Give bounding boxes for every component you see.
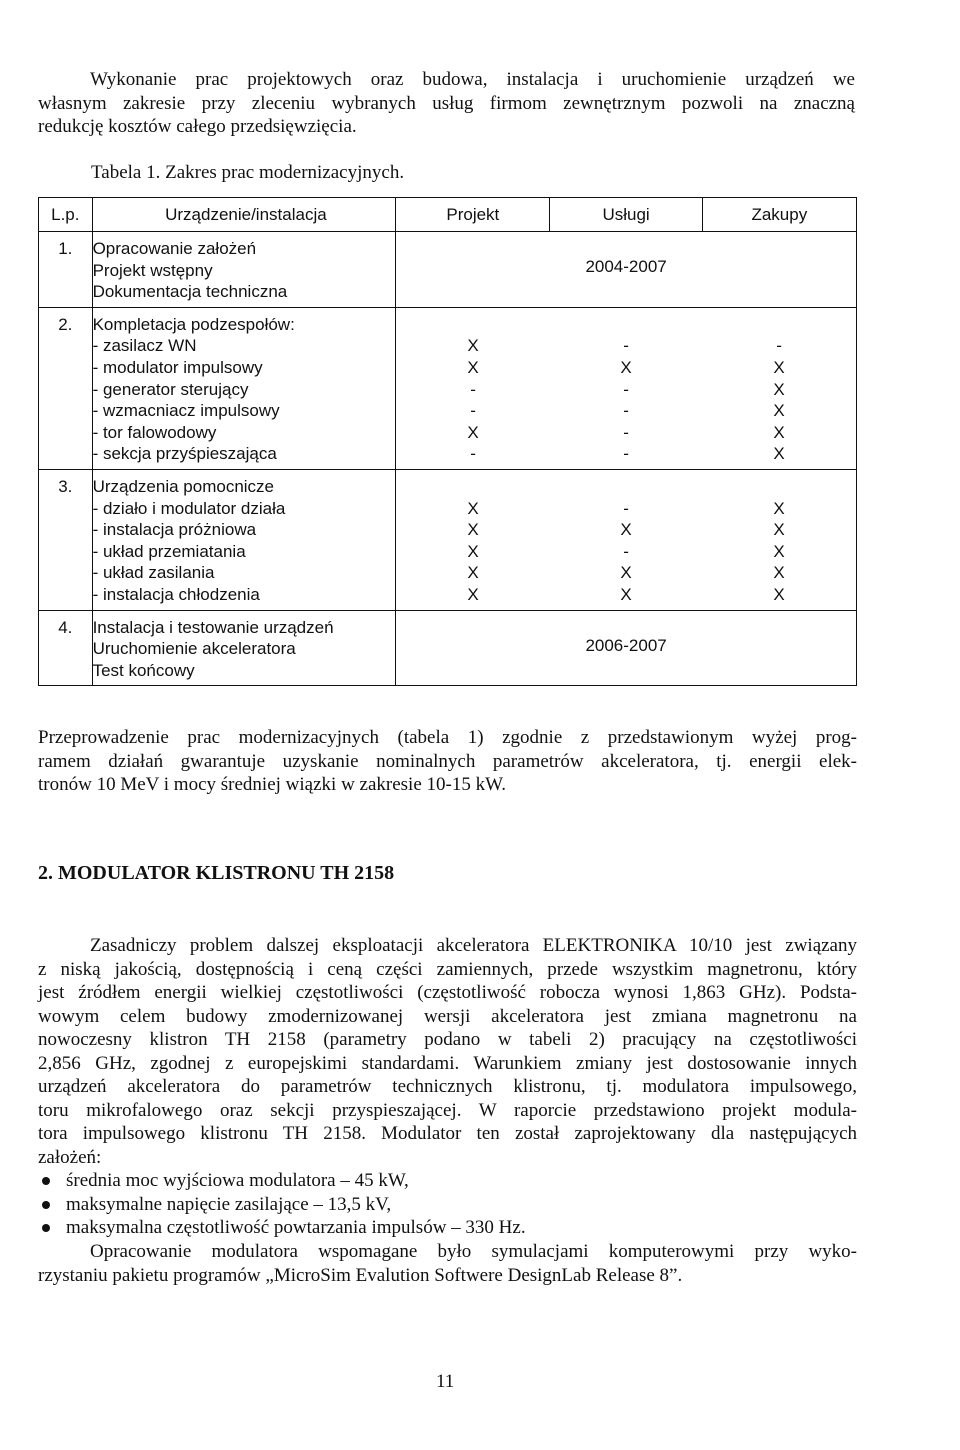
item-text: Dokumentacja techniczna <box>92 282 288 302</box>
item-text: Test końcowy <box>92 660 195 680</box>
item-text: - modulator impulsowy <box>92 357 263 377</box>
zakupy-column: X X X X X <box>702 469 856 610</box>
uslugi-column: - X - - - - <box>550 307 702 469</box>
bullet-icon <box>42 1201 50 1209</box>
item-text: Urządzenia pomocnicze <box>92 476 274 496</box>
list-item: średnia moc wyjściowa modulatora – 45 kW, <box>38 1169 526 1193</box>
item-text: Uruchomienie akceleratora <box>92 639 296 659</box>
text-line: jest źródłem energii wielkiej częstotliwości (częstotliwość robocza wynosi 1,863 GHz). Podsta- <box>38 982 857 1003</box>
header-device: Urządzenie/instalacja <box>92 198 396 232</box>
item-text: - układ zasilania <box>92 563 215 583</box>
item-text: - układ przemiatania <box>92 541 246 561</box>
header-zakupy: Zakupy <box>702 198 856 232</box>
header-lp: L.p. <box>39 198 93 232</box>
period-cell <box>396 610 857 686</box>
table-row <box>39 469 857 610</box>
period-text: 2006-2007 <box>585 635 667 655</box>
summary-paragraph <box>38 726 857 797</box>
projekt-column: X X - - X - <box>396 307 550 469</box>
zakupy-column: - X X X X X <box>702 307 856 469</box>
works-table <box>38 197 857 686</box>
assumptions-list <box>38 1169 526 1240</box>
row-number: 4. <box>39 610 93 686</box>
period-cell <box>396 232 857 308</box>
item-text: Kompletacja podzespołów: <box>92 314 295 334</box>
row-items <box>92 610 396 686</box>
list-item: maksymalne napięcie zasilające – 13,5 kV, <box>38 1193 526 1217</box>
text-line: redukcję kosztów całego przedsięwzięcia. <box>38 116 357 137</box>
page-number: 11 <box>436 1371 455 1392</box>
item-text: Projekt wstępny <box>92 260 213 280</box>
text-line: Opracowanie modulatora wspomagane było symulacjami komputerowymi przy wyko- <box>90 1241 857 1262</box>
text-line: tronów 10 MeV i mocy średniej wiązki w zakresie 10-15 kW. <box>38 774 507 795</box>
text-line: nowoczesny klistron TH 2158 (parametry podano w tabeli 2) pracujący na częstotliwości <box>38 1029 857 1050</box>
table-header-row <box>39 198 857 232</box>
header-uslugi: Usługi <box>550 198 702 232</box>
text-line: założeń: <box>38 1146 102 1168</box>
text-line: urządzeń akceleratora do parametrów technicznych klistronu, tj. modulatora impulsowego, <box>38 1076 857 1097</box>
projekt-column: X X X X X <box>396 469 550 610</box>
text-line: 2,856 GHz, zgodnej z europejskimi standardami. Warunkiem zmiany jest dostosowanie innych <box>38 1052 857 1074</box>
text-line: toru mikrofalowego oraz sekcji przyspieszającej. W raporcie przedstawiono projekt modula- <box>38 1099 857 1121</box>
row-items <box>92 232 396 308</box>
text-line: Wykonanie prac projektowych oraz budowa, instalacja i uruchomienie urządzeń we <box>90 69 855 90</box>
table-row <box>39 610 857 686</box>
bullet-icon <box>42 1224 50 1232</box>
item-text: - generator sterujący <box>92 379 249 399</box>
text-line: tora impulsowego klistronu TH 2158. Modulator ten został zaprojektowany dla następujących <box>38 1123 857 1144</box>
item-text: - zasilacz WN <box>92 336 197 356</box>
bullet-icon <box>42 1177 50 1185</box>
row-number: 1. <box>39 232 93 308</box>
period-text: 2004-2007 <box>585 257 667 277</box>
row-number: 2. <box>39 307 93 469</box>
item-text: Opracowanie założeń <box>92 239 257 258</box>
text-line: własnym zakresie przy zleceniu wybranych usług firmom zewnętrznym pozwoli na znaczną <box>38 92 855 114</box>
text-line: z niską jakością, dostępnością i ceną części zamiennych, przede wszystkim magnetronu, który <box>38 958 857 980</box>
item-text: - instalacja chłodzenia <box>92 584 260 604</box>
item-text: - tor falowodowy <box>92 422 217 442</box>
text-line: ramem działań gwarantuje uzyskanie nominalnych parametrów akceleratora, tj. energii elek- <box>38 750 857 772</box>
table-row <box>39 307 857 469</box>
table-caption: Tabela 1. Zakres prac modernizacyjnych. <box>91 162 405 183</box>
row-items <box>92 469 396 610</box>
uslugi-column: - X - X X <box>550 469 702 610</box>
text-line: Przeprowadzenie prac modernizacyjnych (tabela 1) zgodnie z przedstawionym wyżej prog- <box>38 727 857 748</box>
body-paragraph <box>38 934 857 1169</box>
text-line: Zasadniczy problem dalszej eksploatacji akceleratora ELEKTRONIKA 10/10 jest związany <box>90 935 857 956</box>
table-row <box>39 232 857 308</box>
item-text: - wzmacniacz impulsowy <box>92 401 280 421</box>
text-line: rzystaniu pakietu programów „MicroSim Evalution Softwere DesignLab Release 8”. <box>38 1264 683 1286</box>
closing-paragraph <box>38 1240 857 1287</box>
item-text: - działo i modulator działa <box>92 498 286 518</box>
header-projekt: Projekt <box>396 198 550 232</box>
section-heading: 2. MODULATOR KLISTRONU TH 2158 <box>38 862 395 884</box>
row-items <box>92 307 396 469</box>
intro-paragraph <box>38 68 855 139</box>
list-item: maksymalna częstotliwość powtarzania impulsów – 330 Hz. <box>38 1216 526 1240</box>
row-number: 3. <box>39 469 93 610</box>
item-text: Instalacja i testowanie urządzeń <box>92 617 334 637</box>
item-text: - instalacja próżniowa <box>92 520 257 540</box>
item-text: - sekcja przyśpieszająca <box>92 444 277 464</box>
text-line: wowym celem budowy zmodernizowanej wersji akceleratora jest zmiana magnetronu na <box>38 1005 857 1027</box>
